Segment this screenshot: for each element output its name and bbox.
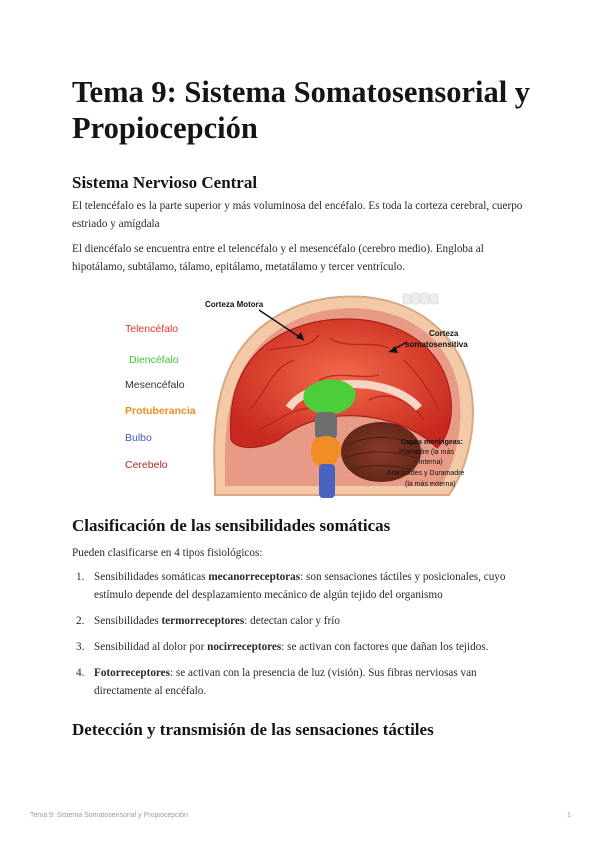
label-mesencefalo: Mesencéfalo — [125, 379, 185, 391]
list-item-text — [94, 638, 530, 656]
list-item-number: 4. — [76, 667, 85, 679]
list-item-post: : se activan con la presencia de luz (visión). Sus fibras nerviosas van directamente al encéfalo. — [94, 667, 477, 697]
list-item-pre: Sensibilidades — [94, 615, 162, 627]
label-corteza-motora: Corteza Motora — [205, 300, 264, 309]
paragraph-diencefalo: El diencéfalo se encuentra entre el telencéfalo y el mesencéfalo (cerebro medio). Engloba al hipotálamo, subtálamo, tálamo, epitálamo, metatálamo y tercer ventrículo. — [72, 243, 484, 273]
label-diencefalo: Diencéfalo — [129, 354, 179, 366]
brain-illustration — [119, 290, 481, 498]
paragraph-intro: Pueden clasificarse en 4 tipos fisiológicos: — [72, 547, 263, 559]
label-protuberancia: Protuberancia — [125, 405, 196, 417]
paragraph-telencefalo: El telencéfalo es la parte superior y más voluminosa del encéfalo. Es toda la corteza cerebral, cuerpo estriado y amígdala — [72, 200, 523, 230]
list-item-number: 3. — [76, 641, 85, 653]
label-piamadre-1: Piamadre (la más — [399, 449, 454, 456]
label-corteza-soma-2: somatosensitiva — [405, 340, 468, 349]
label-cerebelo: Cerebelo — [125, 459, 168, 471]
list-item-text — [94, 612, 530, 630]
label-piamadre-2: interna) — [419, 459, 443, 466]
label-capas: Capas meníngeas: — [401, 439, 463, 446]
label-externa: (la más externa) — [405, 481, 456, 488]
list-item-pre: Sensibilidades somáticas — [94, 571, 209, 583]
bulbo-region — [319, 464, 335, 498]
page-title: Tema 9: Sistema Somatosensorial y Propiocepción — [72, 75, 531, 145]
label-bulbo: Bulbo — [125, 432, 152, 444]
footer-page-number: 1 — [567, 812, 571, 819]
list-item-number: 1. — [76, 571, 85, 583]
list-item-number: 2. — [76, 615, 85, 627]
section-heading-deteccion: Detección y transmisión de las sensaciones táctiles — [72, 720, 434, 739]
list-item-post: : detectan calor y frío — [244, 615, 340, 627]
label-aracnoides: Aracnoides y Duramadre — [387, 470, 465, 477]
label-telencefalo: Telencéfalo — [125, 323, 179, 335]
list-item-bold: Fotorreceptores — [94, 667, 170, 679]
list-item-bold: termorreceptores — [161, 615, 245, 627]
section-heading-snc: Sistema Nervioso Central — [72, 173, 258, 192]
list-item-bold: mecanorreceptoras — [208, 571, 301, 583]
list-item-text — [94, 664, 530, 700]
list-item-post: : son sensaciones táctiles y posicionales, cuyo estímulo depende del desplazamiento mecánico de algún tejido del organismo — [94, 571, 506, 601]
footer-title: Tema 9: Sistema Somatosensorial y Propiocepción — [30, 812, 188, 819]
brain-figure — [119, 290, 481, 498]
list-item-post: : se activan con factores que dañan los tejidos. — [281, 641, 489, 653]
list-item-bold: nocirreceptores — [207, 641, 282, 653]
list-item-text — [94, 568, 530, 604]
section-heading-clasificacion: Clasificación de las sensibilidades somáticas — [72, 516, 391, 535]
mesencefalo-region — [315, 412, 337, 440]
label-corteza-soma-1: Corteza — [429, 329, 459, 338]
list-item-pre: Sensibilidad al dolor por — [94, 641, 208, 653]
